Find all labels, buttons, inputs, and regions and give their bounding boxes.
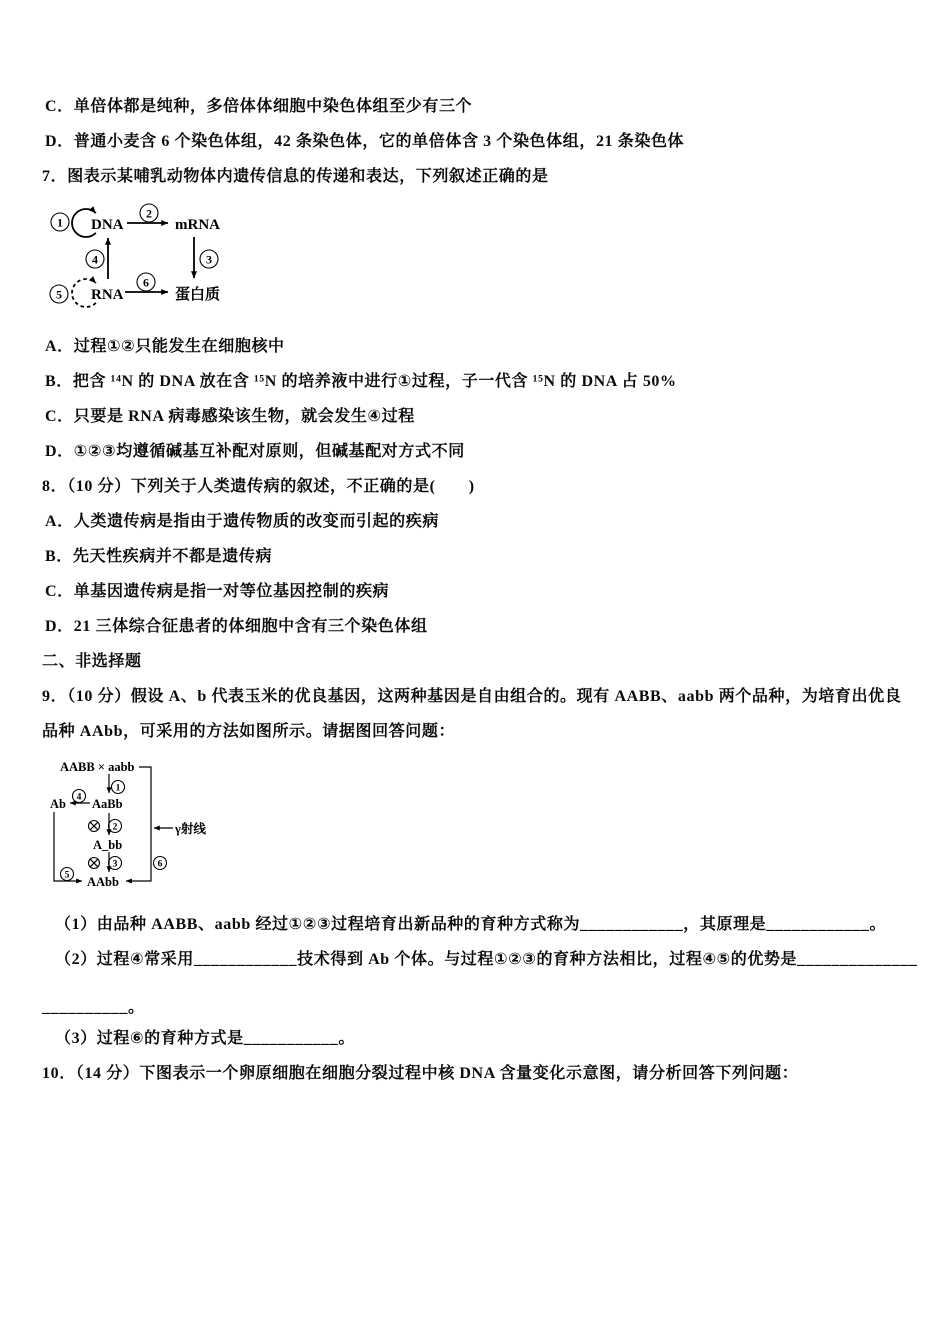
q6-option-c: C．单倍体都是纯种，多倍体体细胞中染色体组至少有三个 <box>45 98 473 115</box>
selfing-symbol-2 <box>89 858 100 869</box>
q7-stem: 7．图表示某哺乳动物体内遗传信息的传递和表达，下列叙述正确的是 <box>42 168 549 185</box>
step-4-label <box>86 250 104 268</box>
q7-option-c: C．只要是 RNA 病毒感染该生物，就会发生④过程 <box>45 408 415 425</box>
intermediate-a-bb-node: A_bb <box>93 838 123 852</box>
step-6-number: 6 <box>157 859 163 870</box>
q8-stem: 8．（10 分）下列关于人类遗传病的叙述，不正确的是( ) <box>42 478 475 495</box>
q6-option-d: D．普通小麦含 6 个染色体组，42 条染色体，它的单倍体含 3 个染色体组，21 条染色体 <box>45 133 685 150</box>
q8-option-d: D．21 三体综合征患者的体细胞中含有三个染色体组 <box>45 618 428 635</box>
q7-central-dogma-diagram <box>45 201 285 316</box>
q9-sub-question-3: （3）过程⑥的育种方式是___________。 <box>55 1030 355 1047</box>
q8-option-a: A．人类遗传病是指由于遗传物质的改变而引起的疾病 <box>45 513 439 530</box>
step-4-label <box>73 790 86 803</box>
step-2-number: 2 <box>146 206 152 221</box>
q9-breeding-scheme-diagram <box>46 756 236 896</box>
dna-node: DNA <box>91 217 124 233</box>
step-3-label <box>200 250 218 268</box>
step-5-number: 5 <box>64 870 70 881</box>
step-6-number: 6 <box>143 275 149 290</box>
step-3-number: 3 <box>206 252 212 267</box>
gamma-ray-label: γ射线 <box>175 822 206 836</box>
mrna-node: mRNA <box>175 217 220 233</box>
protein-node: 蛋白质 <box>175 287 221 303</box>
step-4-number: 4 <box>76 792 82 803</box>
q10-stem: 10．（14 分）下图表示一个卵原细胞在细胞分裂过程中核 DNA 含量变化示意图，请分析回答下列问题： <box>42 1065 799 1082</box>
selfing-symbol-1 <box>89 821 100 832</box>
gamete-ab-node: Ab <box>50 797 66 811</box>
step-2-number: 2 <box>112 822 118 833</box>
step-6-label <box>154 857 167 870</box>
q9-sub-question-2: （2）过程④常采用____________技术得到 Ab 个体。与过程①②③的育种方法相比，过程④⑤的优势是______________ <box>55 951 918 968</box>
step-2-label <box>109 820 122 833</box>
f1-aabb-node: AaBb <box>92 797 123 811</box>
q7-option-a: A．过程①②只能发生在细胞核中 <box>45 338 285 355</box>
q9-stem-line-2: 品种 AAbb，可采用的方法如图所示。请据图回答问题： <box>42 723 456 740</box>
step-3-number: 3 <box>112 859 118 870</box>
q9-sub-question-1: （1）由品种 AABB、aabb 经过①②③过程培育出新品种的育种方式称为____________，其原理是____________。 <box>55 916 887 933</box>
step-1-number: 1 <box>57 215 63 230</box>
step-6-label <box>137 273 155 291</box>
step-5-number: 5 <box>56 287 62 302</box>
section-2-title: 二、非选择题 <box>42 653 142 670</box>
q8-option-c: C．单基因遗传病是指一对等位基因控制的疾病 <box>45 583 390 600</box>
step-1-label <box>112 781 125 794</box>
step-5-label <box>50 285 68 303</box>
process-6-path <box>126 767 151 881</box>
parent-cross-row: AABB × aabb <box>60 760 135 774</box>
q7-option-d: D．①②③均遵循碱基互补配对原则，但碱基配对方式不同 <box>45 443 465 460</box>
step-1-number: 1 <box>115 783 121 794</box>
q9-sub-question-2-continuation: __________。 <box>42 999 145 1016</box>
step-2-label <box>140 204 158 222</box>
step-1-label <box>51 213 69 231</box>
q9-stem-line-1: 9．（10 分）假设 A、b 代表玉米的优良基因，这两种基因是自由组合的。现有 AABB、aabb 两个品种，为培育出优良 <box>42 688 902 705</box>
result-aabb-node: AAbb <box>87 875 119 889</box>
step-5-label <box>61 868 74 881</box>
q7-option-b: B．把含 ¹⁴N 的 DNA 放在含 ¹⁵N 的培养液中进行①过程，子一代含 ¹⁵N 的 DNA 占 50% <box>45 373 677 390</box>
q8-option-b: B．先天性疾病并不都是遗传病 <box>45 548 273 565</box>
step-3-label <box>109 857 122 870</box>
rna-node: RNA <box>91 287 124 303</box>
step-4-number: 4 <box>92 252 98 267</box>
